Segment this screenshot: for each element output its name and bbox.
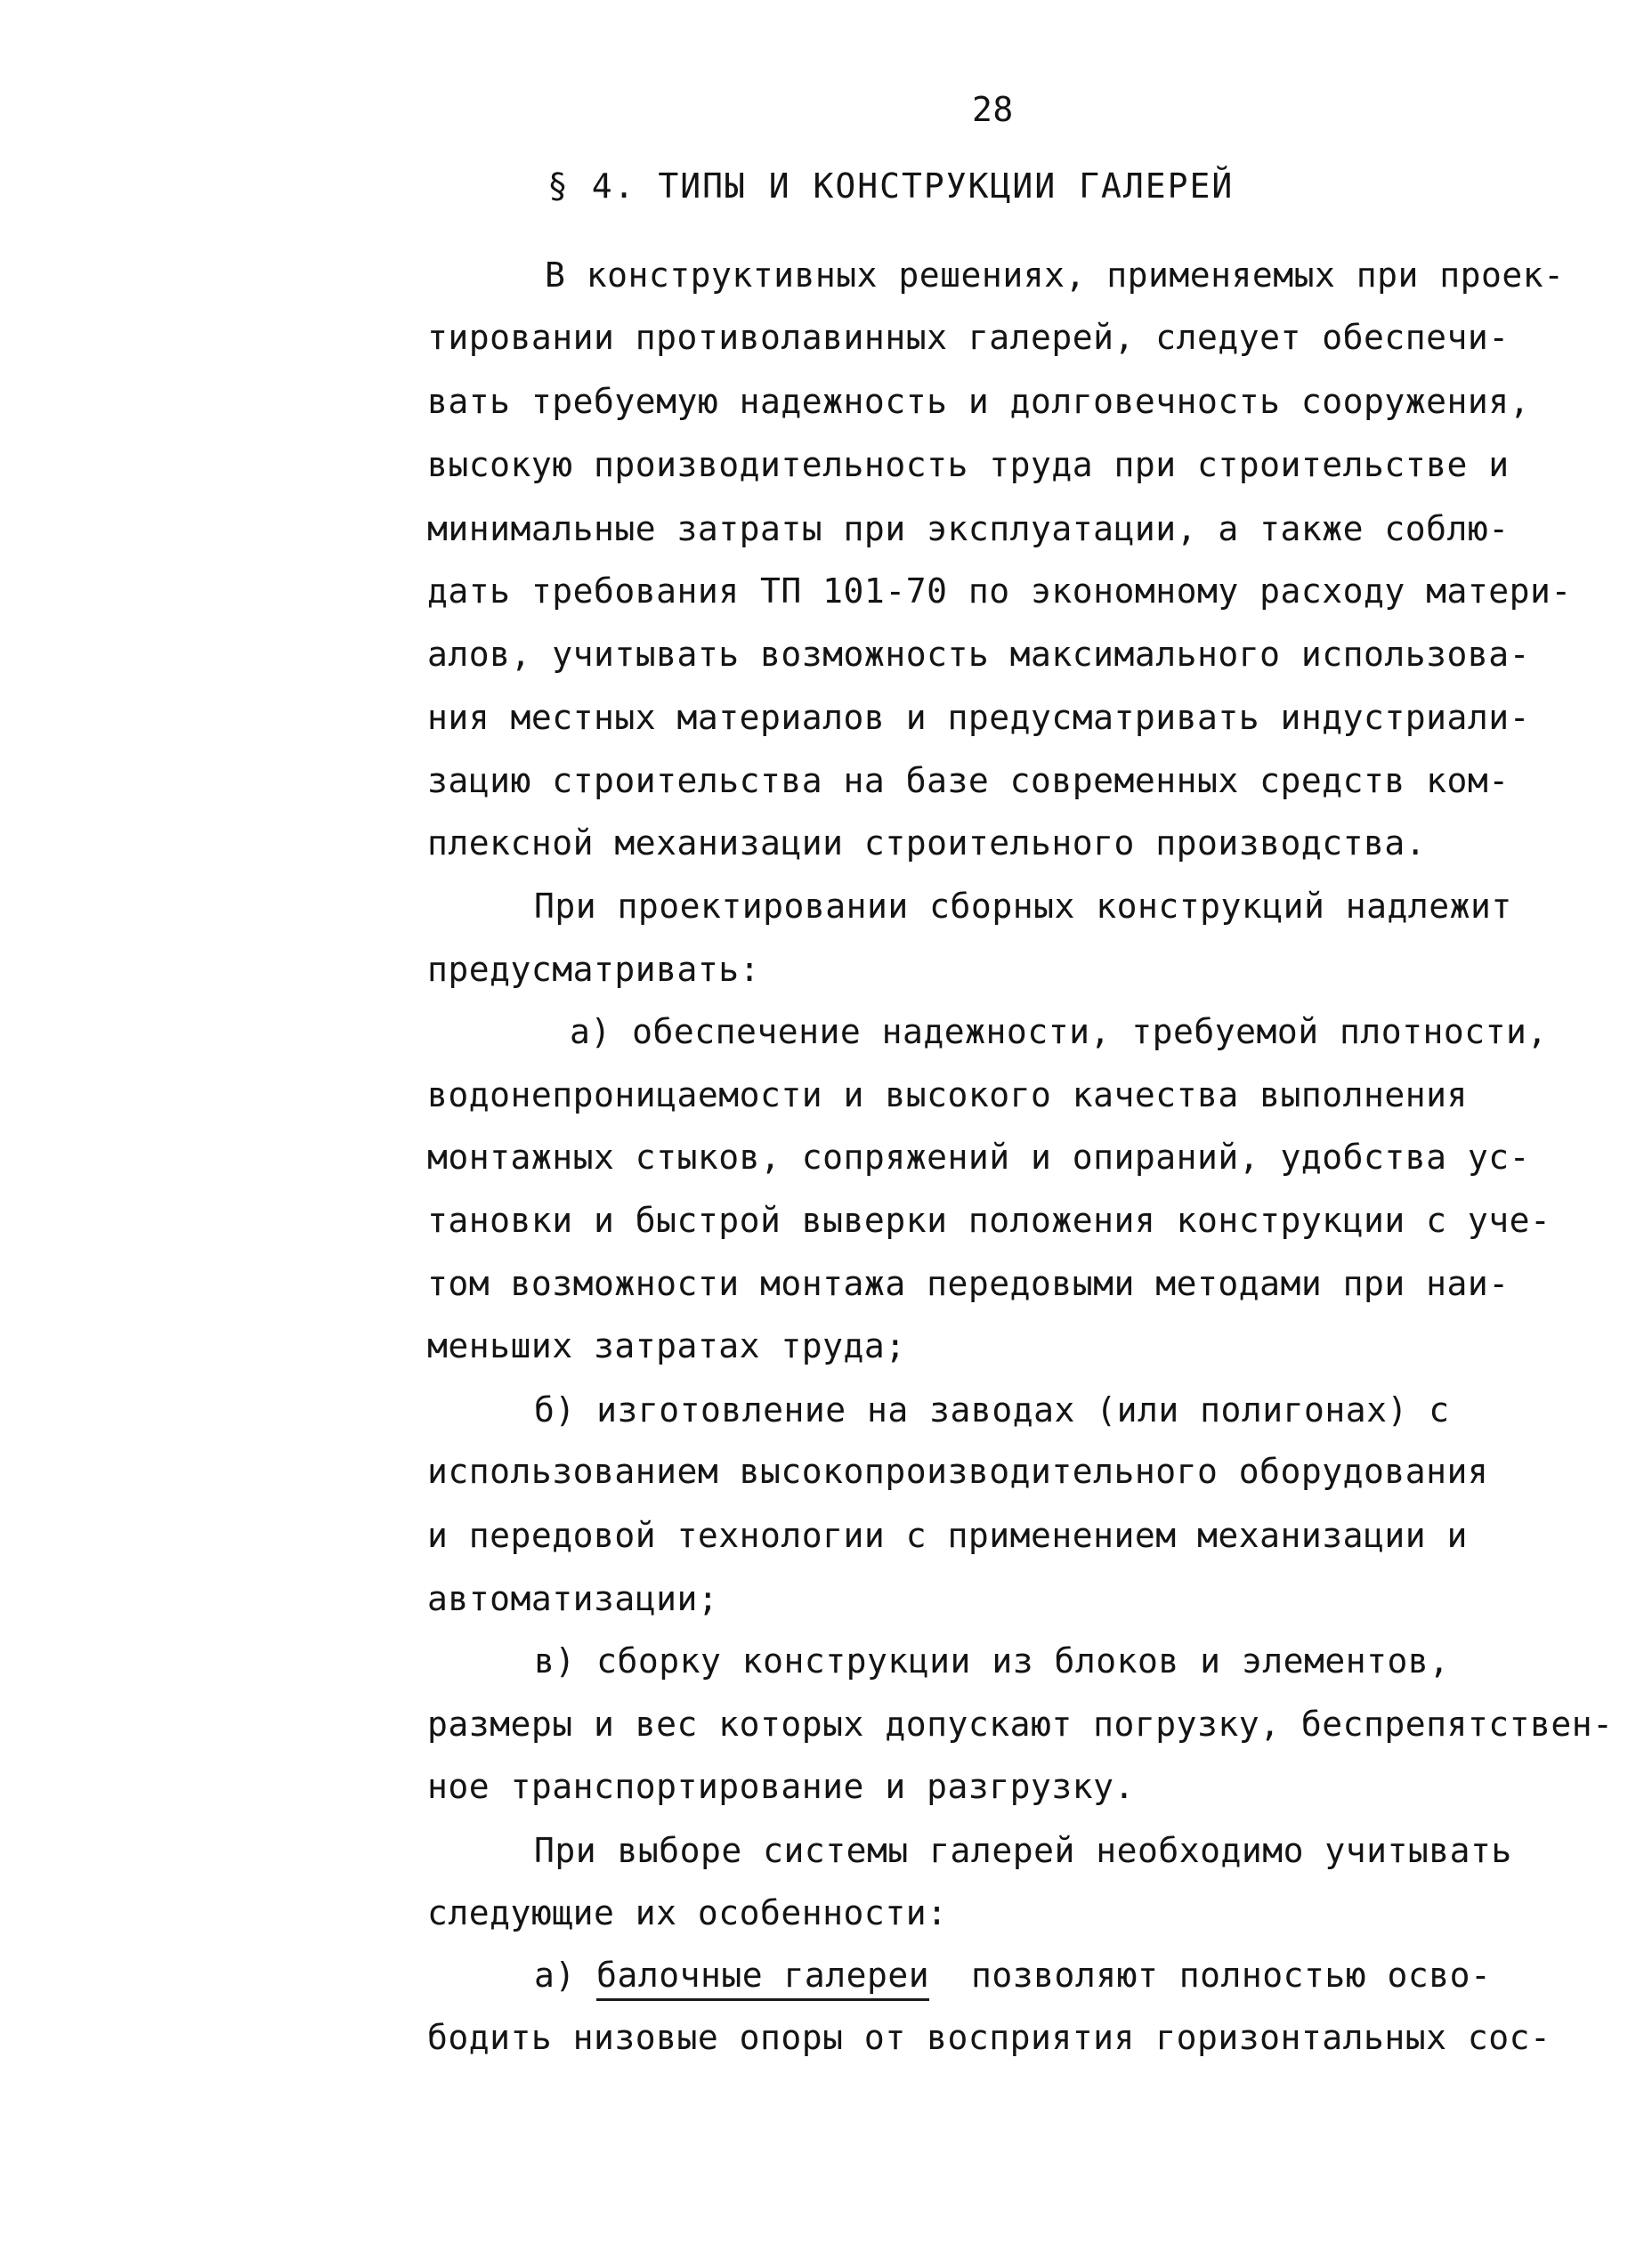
body-line: дать требования ТП 101-70 по экономному расходу матери- — [427, 571, 1572, 611]
body-line: монтажных стыков, сопряжений и опираний, удобства ус- — [427, 1138, 1531, 1177]
section-heading: § 4. ТИПЫ И КОНСТРУКЦИИ ГАЛЕРЕЙ — [547, 166, 1235, 206]
list-item-v: в) сборку конструкции из блоков и элементов, — [534, 1641, 1450, 1681]
body-line: меньших затратах труда; — [427, 1326, 906, 1365]
underlined-term: балочные галереи — [596, 1956, 929, 2001]
body-line: При выборе системы галерей необходимо учитывать — [534, 1831, 1512, 1870]
body-line: и передовой технологии с применением механизации и — [427, 1516, 1468, 1555]
page-number: 28 — [972, 90, 1014, 129]
list-item-b: б) изготовление на заводах (или полигонах) с — [534, 1390, 1450, 1430]
body-line: При проектировании сборных конструкций надлежит — [534, 887, 1512, 926]
body-line: ния местных материалов и предусматривать индустриали- — [427, 698, 1531, 737]
body-line: ное транспортирование и разгрузку. — [427, 1767, 1135, 1806]
list-marker: а) — [534, 1956, 597, 1995]
body-line: тировании противолавинных галерей, следует обеспечи- — [427, 318, 1510, 357]
body-line: размеры и вес которых допускают погрузку, беспрепятствен- — [427, 1705, 1614, 1744]
body-line: зацию строительства на базе современных средств ком- — [427, 761, 1510, 800]
body-line: бодить низовые опоры от восприятия горизонтальных сос- — [427, 2018, 1551, 2057]
body-line: использованием высокопроизводительного оборудования — [427, 1452, 1489, 1491]
list-item-a: а) обеспечение надежности, требуемой плотности, — [570, 1012, 1548, 1051]
body-line: предусматривать: — [427, 950, 761, 989]
body-line: вать требуемую надежность и долговечность сооружения, — [427, 382, 1531, 421]
list-item-a-beam — [534, 1956, 1492, 1995]
body-line: минимальные затраты при эксплуатации, а также соблю- — [427, 509, 1510, 548]
body-line: В конструктивных решениях, применяемых при проек- — [545, 255, 1565, 295]
body-line: водонепроницаемости и высокого качества выполнения — [427, 1075, 1468, 1114]
body-line: тановки и быстрой выверки положения конструкции с уче- — [427, 1201, 1551, 1240]
body-line: автоматизации; — [427, 1579, 719, 1618]
body-line: том возможности монтажа передовыми методами при наи- — [427, 1264, 1510, 1303]
body-line: плексной механизации строительного производства. — [427, 823, 1427, 863]
body-text: позволяют полностью осво- — [929, 1956, 1492, 1995]
body-line: высокую производительность труда при строительстве и — [427, 445, 1510, 484]
body-line: следующие их особенности: — [427, 1893, 948, 1932]
body-line: алов, учитывать возможность максимального использова- — [427, 635, 1531, 674]
